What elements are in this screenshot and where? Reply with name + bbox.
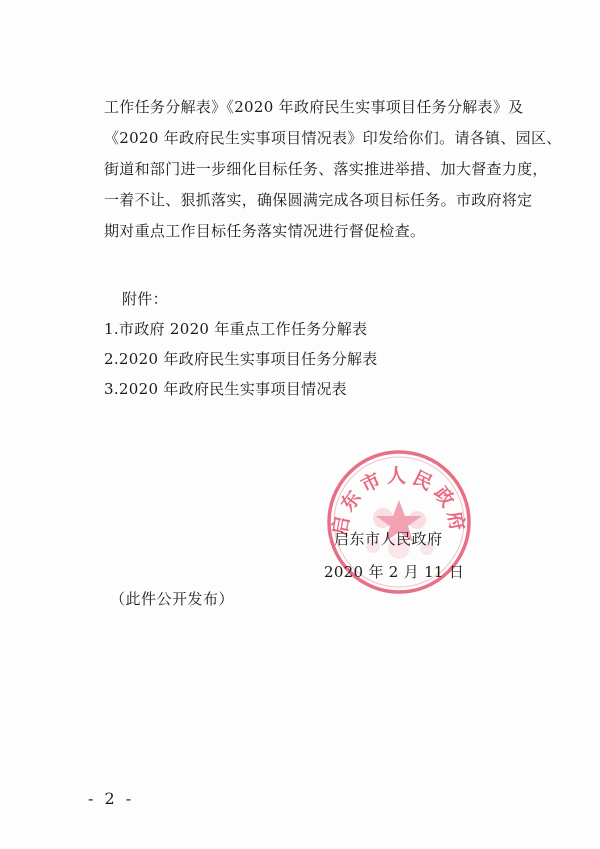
body-line: 《2020 年政府民生实事项目情况表》印发给你们。请各镇、园区、	[104, 129, 562, 147]
attachments-label: 附件：	[122, 290, 168, 308]
body-line: 期对重点工作目标任务落实情况进行督促检查。	[104, 222, 426, 240]
attachment-item: 1.市政府 2020 年重点工作任务分解表	[104, 320, 368, 338]
signing-organization: 启东市人民政府	[334, 530, 443, 548]
body-line: 工作任务分解表》《2020 年政府民生实事项目任务分解表》及	[104, 98, 524, 116]
body-paragraph	[104, 92, 562, 247]
body-line: 一着不让、狠抓落实，确保圆满完成各项目标任务。市政府将定	[104, 191, 533, 209]
attachment-item: 3.2020 年政府民生实事项目情况表	[104, 380, 347, 398]
seal-text: 启东市人民政府	[328, 465, 470, 538]
attachment-item: 2.2020 年政府民生实事项目任务分解表	[104, 350, 378, 368]
public-release-note: （此件公开发布）	[110, 590, 235, 608]
page-number: - 2 -	[88, 789, 135, 808]
attachments-list	[104, 284, 378, 404]
signing-date: 2020 年 2 月 11 日	[324, 563, 465, 581]
body-line: 街道和部门进一步细化目标任务、落实推进举措、加大督查力度，	[104, 160, 548, 178]
